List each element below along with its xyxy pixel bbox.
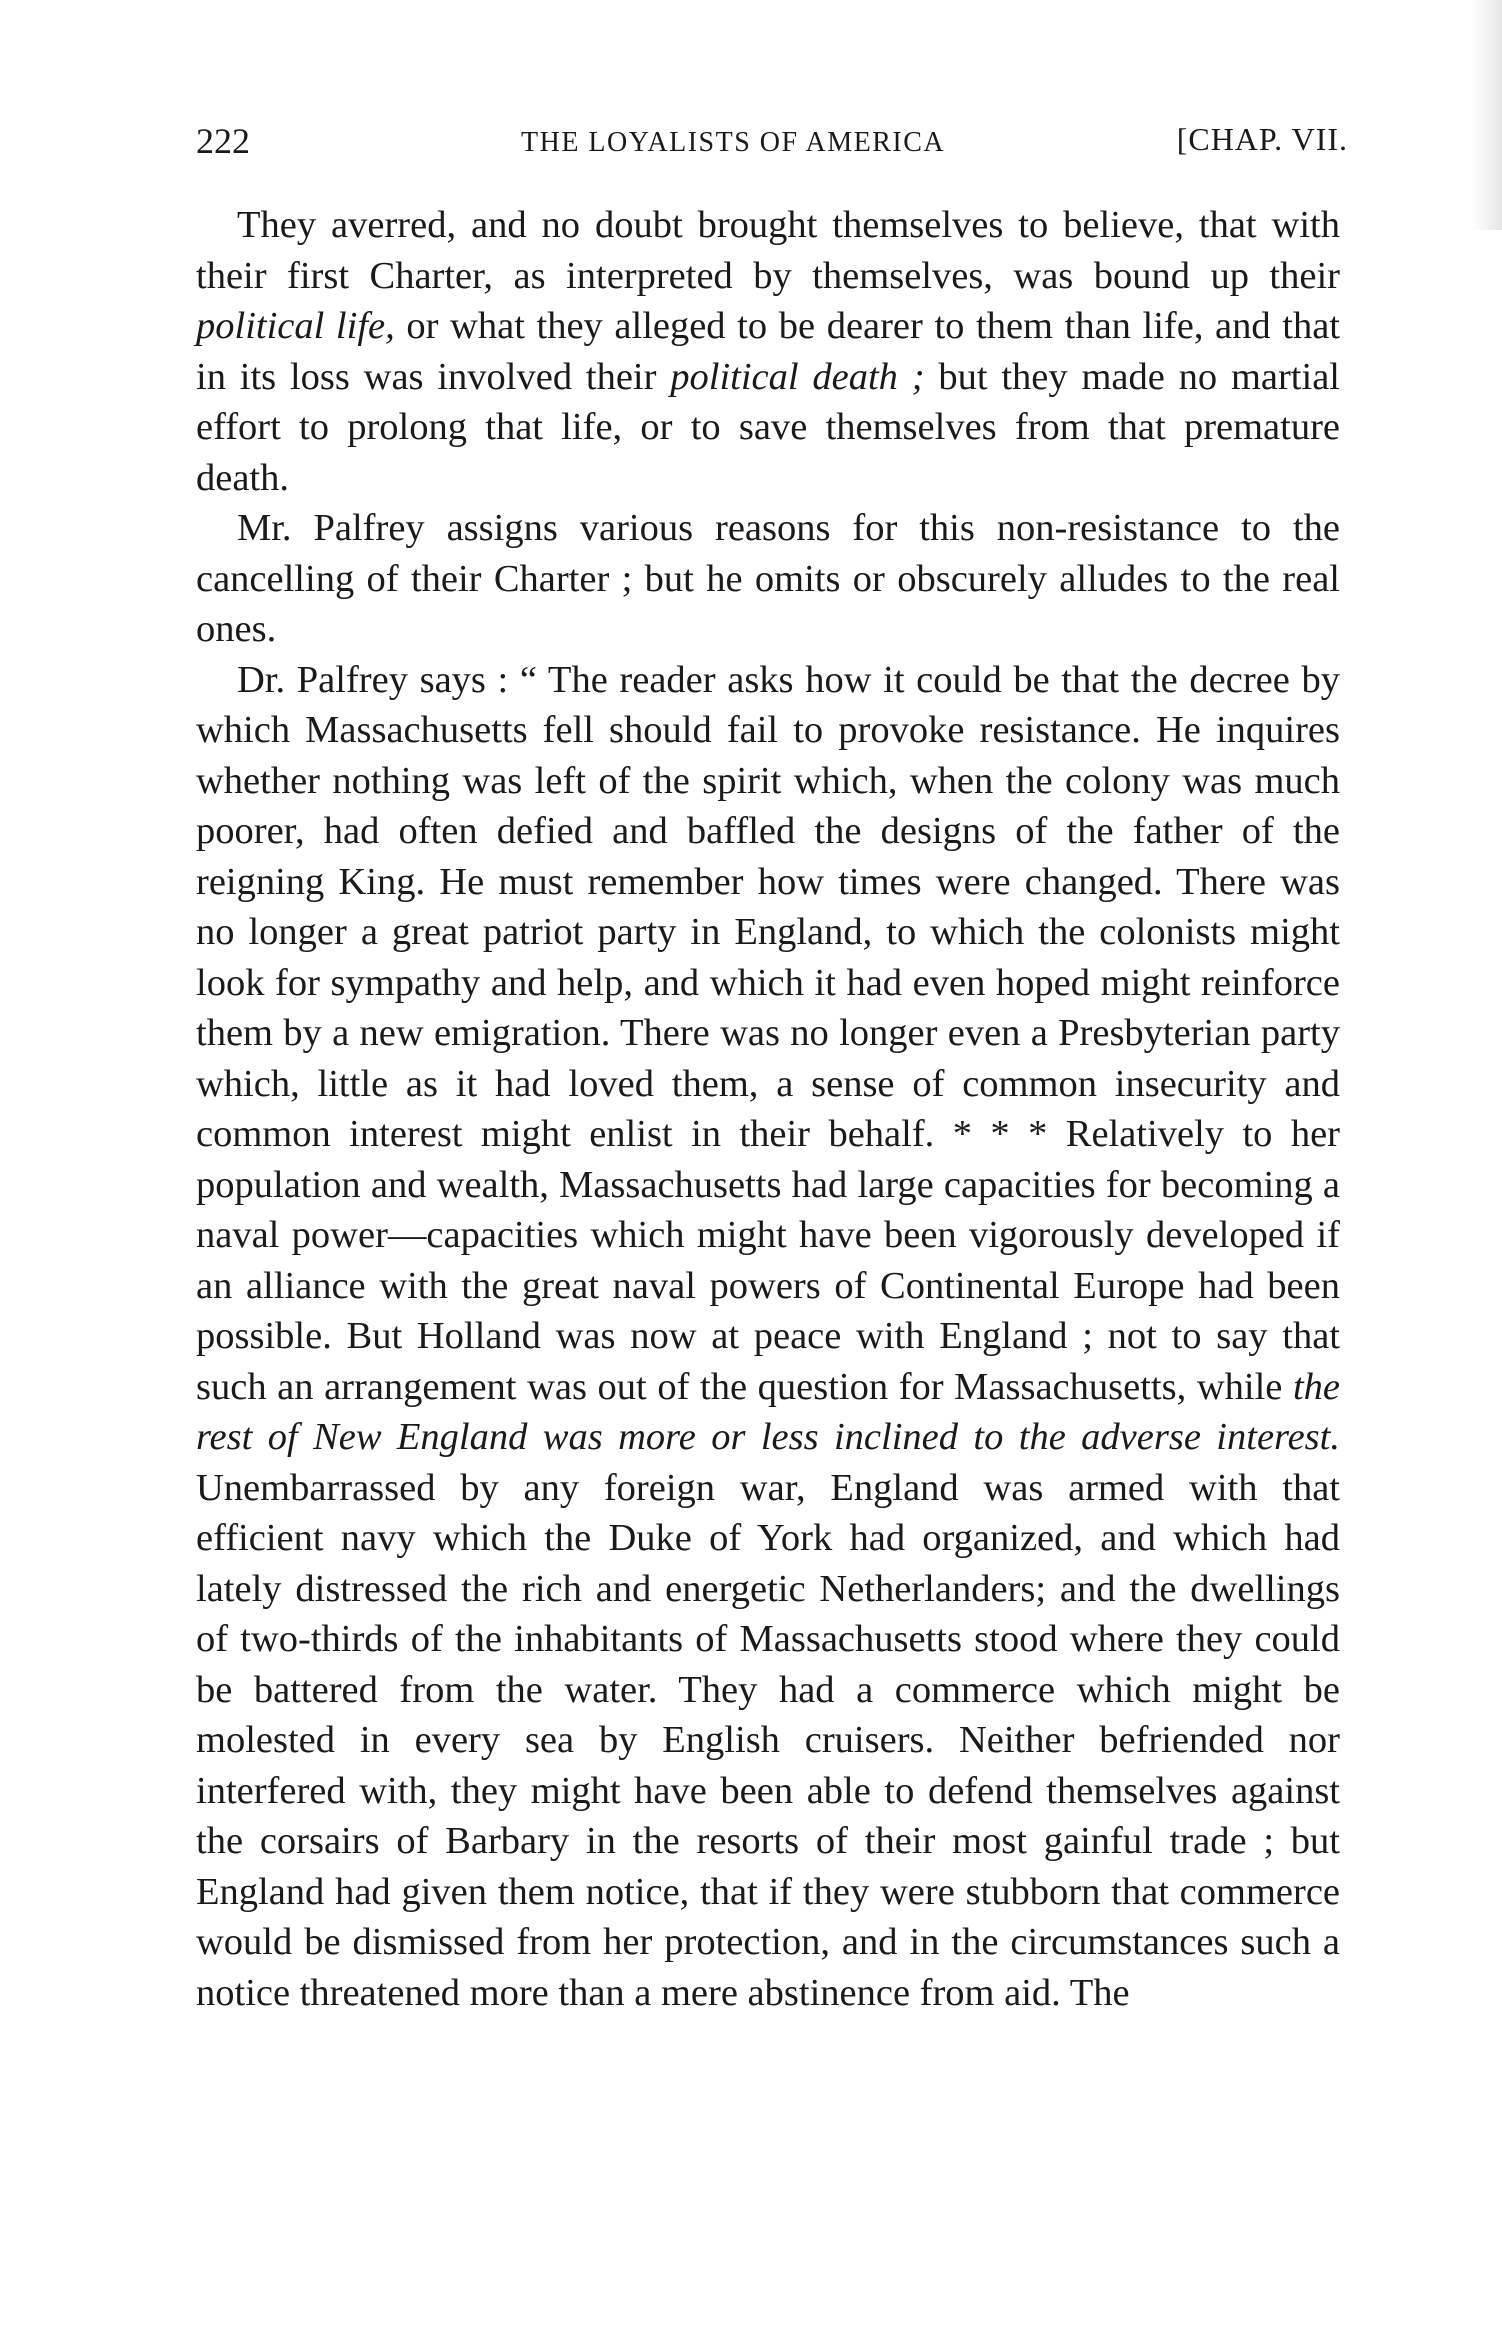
paragraph-2 — [196, 503, 1340, 655]
italic-text-run: political life, — [196, 305, 395, 347]
italic-text-run: the rest of New England was more or less inclined to the adverse interest. — [196, 1365, 1340, 1458]
text-run: but they made no martial effort to prolong that life, or to save themselves from that premature death. — [196, 355, 1340, 499]
running-title: THE LOYALISTS OF AMERICA — [521, 127, 946, 158]
paragraph-3 — [196, 655, 1340, 2019]
text-run: Unembarrassed by any foreign war, England was armed with that efficient navy which the Duke of York had organized, and which had lately distressed the rich and energetic Netherlanders; and the dwellings of two-thirds of the inhabitants of Massachusetts stood where they could be battered from the water. They had a commerce which might be molested in every sea by English cruisers. Neither befriended nor interfered with, they might have been able to defend themselves against the corsairs of Barbary in the resorts of their most gainful trade ; but England had given them notice, that if they were stubborn that commerce would be dismissed from her protection, and in the circumstances such a notice threatened more than a mere abstinence from aid. The — [196, 1466, 1340, 2014]
text-run: Mr. Palfrey assigns various reasons for this non-resistance to the cancelling of their Charter ; but he omits or obscurely alludes to the real ones. — [196, 507, 1340, 650]
paragraph-1 — [196, 200, 1340, 503]
page-header — [196, 120, 1348, 170]
body-text — [196, 200, 1340, 2018]
page-number: 222 — [196, 121, 250, 161]
text-run: They averred, and no doubt brought themselves to believe, that with their first Charter, as interpreted by themselves, was bound up their — [196, 204, 1340, 297]
text-run: or what they alleged to be dearer to them than life, and that in its loss was involved their — [196, 305, 1340, 398]
chapter-reference: [CHAP. VII. — [1176, 121, 1348, 157]
text-run: Dr. Palfrey says : “ The reader asks how it could be that the decree by which Massachusetts fell should fail to provoke resistance. He inquires whether nothing was left of the spirit which, when the colony was much poorer, had often defied and baffled the designs of the father of the reigning King. He must remember how times were changed. There was no longer a great patriot party in England, to which the colonists might look for sympathy and help, and which it had even hoped might reinforce them by a new emigration. There was no longer even a Presbyterian party which, little as it had loved them, a sense of common insecurity and common interest might enlist in their behalf. * * * Relatively to her population and wealth, Massachusetts had large capacities for becoming a naval power—capacities which might have been vigorously developed if an alliance with the great naval powers of Continental Europe had been possible. But Holland was now at peace with England ; not to say that such an arrangement was out of the question for Massachusetts, while — [196, 658, 1340, 1408]
page-edge-shadow — [1472, 0, 1502, 230]
italic-text-run: political death ; — [670, 355, 925, 398]
